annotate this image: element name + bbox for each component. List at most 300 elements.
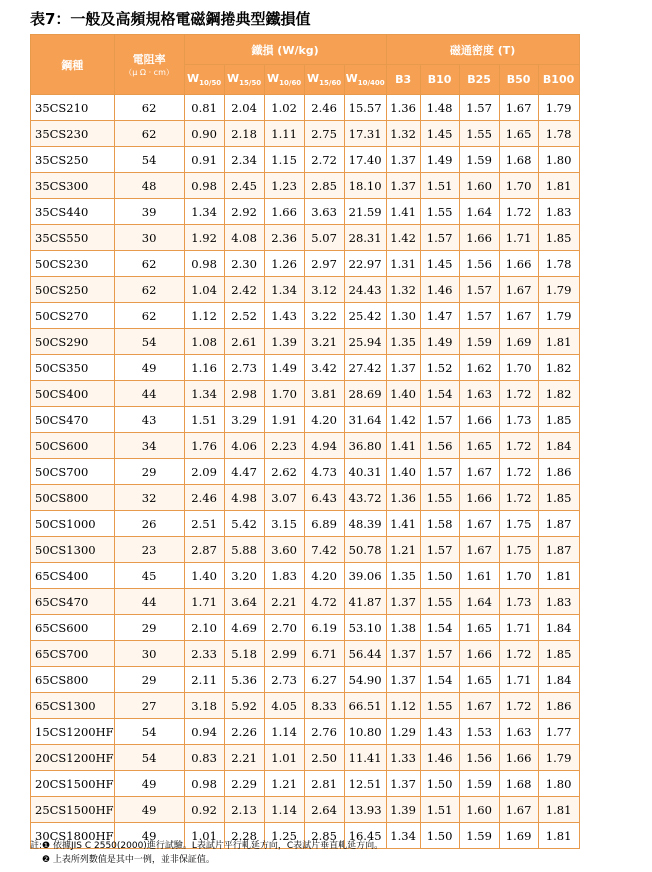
value-cell: 3.42 — [304, 355, 344, 381]
header-b-col: B3 — [386, 65, 420, 95]
value-cell: 1.72 — [499, 381, 538, 407]
value-cell: 1.45 — [420, 251, 459, 277]
value-cell: 1.57 — [459, 277, 499, 303]
value-cell: 6.27 — [304, 667, 344, 693]
value-cell: 1.82 — [538, 381, 579, 407]
value-cell: 0.98 — [184, 173, 224, 199]
header-w-base: W — [227, 71, 240, 85]
value-cell: 1.71 — [499, 667, 538, 693]
value-cell: 25.94 — [344, 329, 386, 355]
value-cell: 2.42 — [224, 277, 264, 303]
value-cell: 3.21 — [304, 329, 344, 355]
grade-cell: 35CS250 — [31, 147, 115, 173]
value-cell: 66.51 — [344, 693, 386, 719]
value-cell: 1.33 — [386, 745, 420, 771]
value-cell: 1.29 — [386, 719, 420, 745]
value-cell: 48.39 — [344, 511, 386, 537]
resistivity-cell: 54 — [114, 147, 184, 173]
value-cell: 0.94 — [184, 719, 224, 745]
resistivity-cell: 29 — [114, 459, 184, 485]
header-iron-loss: 鐵損 (W/kg) — [184, 35, 386, 65]
grade-cell: 15CS1200HF — [31, 719, 115, 745]
grade-cell: 50CS350 — [31, 355, 115, 381]
grade-cell: 30CS1800HF — [31, 823, 115, 849]
table-row — [31, 225, 580, 251]
grade-cell: 35CS300 — [31, 173, 115, 199]
header-w-sub: 15/60 — [319, 79, 342, 88]
value-cell: 1.61 — [459, 563, 499, 589]
table-row — [31, 485, 580, 511]
value-cell: 1.21 — [264, 771, 304, 797]
value-cell: 1.67 — [459, 511, 499, 537]
grade-cell: 50CS1000 — [31, 511, 115, 537]
value-cell: 1.50 — [420, 563, 459, 589]
value-cell: 1.85 — [538, 225, 579, 251]
value-cell: 1.79 — [538, 95, 579, 121]
value-cell: 1.60 — [459, 173, 499, 199]
header-b-col: B50 — [499, 65, 538, 95]
value-cell: 2.73 — [224, 355, 264, 381]
grade-cell: 50CS1300 — [31, 537, 115, 563]
value-cell: 1.39 — [386, 797, 420, 823]
header-w-col — [304, 65, 344, 95]
header-resistivity-label: 電阻率 — [132, 53, 166, 66]
value-cell: 1.70 — [264, 381, 304, 407]
value-cell: 1.79 — [538, 303, 579, 329]
value-cell: 5.36 — [224, 667, 264, 693]
header-w-base: W — [307, 71, 320, 85]
value-cell: 1.57 — [420, 641, 459, 667]
value-cell: 5.92 — [224, 693, 264, 719]
value-cell: 2.21 — [264, 589, 304, 615]
value-cell: 1.65 — [459, 615, 499, 641]
table-row — [31, 459, 580, 485]
value-cell: 4.05 — [264, 693, 304, 719]
value-cell: 1.04 — [184, 277, 224, 303]
header-b-col: B100 — [538, 65, 579, 95]
value-cell: 1.85 — [538, 485, 579, 511]
value-cell: 2.04 — [224, 95, 264, 121]
value-cell: 1.68 — [499, 771, 538, 797]
value-cell: 2.11 — [184, 667, 224, 693]
table-row — [31, 173, 580, 199]
header-w-base: W — [345, 71, 358, 85]
value-cell: 6.89 — [304, 511, 344, 537]
value-cell: 1.01 — [184, 823, 224, 849]
value-cell: 1.23 — [264, 173, 304, 199]
value-cell: 53.10 — [344, 615, 386, 641]
value-cell: 1.14 — [264, 797, 304, 823]
value-cell: 1.92 — [184, 225, 224, 251]
resistivity-cell: 29 — [114, 615, 184, 641]
value-cell: 1.46 — [420, 745, 459, 771]
value-cell: 0.91 — [184, 147, 224, 173]
value-cell: 3.22 — [304, 303, 344, 329]
value-cell: 3.81 — [304, 381, 344, 407]
value-cell: 1.72 — [499, 641, 538, 667]
value-cell: 1.72 — [499, 433, 538, 459]
value-cell: 6.43 — [304, 485, 344, 511]
value-cell: 2.46 — [184, 485, 224, 511]
footnote-2: ❷ 上表所列數值是其中一例，並非保証值。 — [42, 855, 215, 865]
grade-cell: 50CS800 — [31, 485, 115, 511]
value-cell: 1.72 — [499, 693, 538, 719]
value-cell: 1.84 — [538, 667, 579, 693]
value-cell: 1.39 — [264, 329, 304, 355]
table-row — [31, 771, 580, 797]
resistivity-cell: 43 — [114, 407, 184, 433]
resistivity-cell: 29 — [114, 667, 184, 693]
grade-cell: 20CS1200HF — [31, 745, 115, 771]
table-row — [31, 147, 580, 173]
value-cell: 2.34 — [224, 147, 264, 173]
value-cell: 1.79 — [538, 277, 579, 303]
value-cell: 1.49 — [420, 147, 459, 173]
table-row — [31, 407, 580, 433]
value-cell: 1.64 — [459, 589, 499, 615]
value-cell: 2.23 — [264, 433, 304, 459]
table-row — [31, 537, 580, 563]
value-cell: 1.42 — [386, 225, 420, 251]
grade-cell: 50CS290 — [31, 329, 115, 355]
grade-cell: 65CS1300 — [31, 693, 115, 719]
value-cell: 1.40 — [184, 563, 224, 589]
grade-cell: 50CS600 — [31, 433, 115, 459]
value-cell: 1.54 — [420, 667, 459, 693]
value-cell: 1.80 — [538, 147, 579, 173]
value-cell: 1.42 — [386, 407, 420, 433]
grade-cell: 65CS400 — [31, 563, 115, 589]
value-cell: 4.94 — [304, 433, 344, 459]
value-cell: 39.06 — [344, 563, 386, 589]
resistivity-cell: 44 — [114, 381, 184, 407]
value-cell: 1.78 — [538, 251, 579, 277]
value-cell: 2.98 — [224, 381, 264, 407]
value-cell: 1.54 — [420, 381, 459, 407]
value-cell: 1.66 — [459, 485, 499, 511]
value-cell: 4.69 — [224, 615, 264, 641]
header-w-col — [224, 65, 264, 95]
value-cell: 4.98 — [224, 485, 264, 511]
grade-cell: 50CS470 — [31, 407, 115, 433]
value-cell: 1.37 — [386, 147, 420, 173]
value-cell: 1.78 — [538, 121, 579, 147]
header-w-sub: 10/400 — [357, 79, 385, 88]
grade-cell: 65CS470 — [31, 589, 115, 615]
value-cell: 1.75 — [499, 537, 538, 563]
value-cell: 1.84 — [538, 433, 579, 459]
value-cell: 1.63 — [499, 719, 538, 745]
footnotes — [30, 839, 383, 867]
header-b-col: B25 — [459, 65, 499, 95]
value-cell: 4.08 — [224, 225, 264, 251]
value-cell: 1.73 — [499, 407, 538, 433]
value-cell: 1.67 — [459, 693, 499, 719]
value-cell: 1.21 — [386, 537, 420, 563]
value-cell: 2.45 — [224, 173, 264, 199]
value-cell: 1.25 — [264, 823, 304, 849]
value-cell: 1.30 — [386, 303, 420, 329]
value-cell: 1.59 — [459, 329, 499, 355]
iron-loss-table — [30, 34, 580, 849]
resistivity-cell: 62 — [114, 95, 184, 121]
value-cell: 1.80 — [538, 771, 579, 797]
value-cell: 1.84 — [538, 615, 579, 641]
value-cell: 3.63 — [304, 199, 344, 225]
value-cell: 1.43 — [420, 719, 459, 745]
table-row — [31, 797, 580, 823]
value-cell: 2.26 — [224, 719, 264, 745]
value-cell: 1.83 — [538, 199, 579, 225]
value-cell: 54.90 — [344, 667, 386, 693]
resistivity-cell: 54 — [114, 329, 184, 355]
header-w-sub: 15/50 — [239, 79, 262, 88]
value-cell: 1.51 — [420, 173, 459, 199]
value-cell: 1.36 — [386, 95, 420, 121]
footnote-1: 註:❶ 依據JIS C 2550(2000)進行試驗。L表試片平行軋延方向，C表試片垂直軋延方向。 — [30, 841, 384, 851]
value-cell: 1.16 — [184, 355, 224, 381]
value-cell: 1.70 — [499, 355, 538, 381]
value-cell: 1.67 — [499, 277, 538, 303]
value-cell: 1.36 — [386, 485, 420, 511]
value-cell: 1.56 — [420, 433, 459, 459]
table-body — [31, 95, 580, 849]
value-cell: 1.67 — [459, 537, 499, 563]
header-flux-density: 磁通密度 (T) — [386, 35, 579, 65]
value-cell: 28.69 — [344, 381, 386, 407]
header-w-sub: 10/50 — [199, 79, 222, 88]
resistivity-cell: 27 — [114, 693, 184, 719]
value-cell: 1.11 — [264, 121, 304, 147]
header-w-base: W — [187, 71, 200, 85]
value-cell: 1.57 — [420, 407, 459, 433]
resistivity-cell: 62 — [114, 303, 184, 329]
table-row — [31, 199, 580, 225]
header-b-col: B10 — [420, 65, 459, 95]
value-cell: 2.18 — [224, 121, 264, 147]
value-cell: 1.66 — [499, 251, 538, 277]
value-cell: 1.55 — [420, 589, 459, 615]
value-cell: 1.41 — [386, 199, 420, 225]
table-title: 表7：一般及高頻規格電磁鋼捲典型鐵損值 — [30, 10, 311, 28]
value-cell: 1.35 — [386, 329, 420, 355]
value-cell: 1.81 — [538, 797, 579, 823]
table-row — [31, 251, 580, 277]
table-row — [31, 277, 580, 303]
value-cell: 1.35 — [386, 563, 420, 589]
value-cell: 1.55 — [459, 121, 499, 147]
value-cell: 1.70 — [499, 173, 538, 199]
grade-cell: 35CS550 — [31, 225, 115, 251]
table-row — [31, 589, 580, 615]
value-cell: 1.12 — [386, 693, 420, 719]
value-cell: 4.47 — [224, 459, 264, 485]
value-cell: 1.64 — [459, 199, 499, 225]
value-cell: 2.70 — [264, 615, 304, 641]
value-cell: 1.59 — [459, 147, 499, 173]
header-grade: 鋼種 — [31, 35, 115, 95]
table-row — [31, 381, 580, 407]
value-cell: 1.83 — [538, 589, 579, 615]
value-cell: 1.65 — [499, 121, 538, 147]
resistivity-cell: 32 — [114, 485, 184, 511]
value-cell: 1.77 — [538, 719, 579, 745]
value-cell: 1.60 — [459, 797, 499, 823]
value-cell: 1.15 — [264, 147, 304, 173]
grade-cell: 65CS700 — [31, 641, 115, 667]
value-cell: 1.67 — [459, 459, 499, 485]
table-row — [31, 615, 580, 641]
value-cell: 1.67 — [499, 95, 538, 121]
resistivity-cell: 49 — [114, 797, 184, 823]
value-cell: 17.40 — [344, 147, 386, 173]
value-cell: 2.29 — [224, 771, 264, 797]
value-cell: 1.57 — [459, 95, 499, 121]
value-cell: 1.87 — [538, 537, 579, 563]
value-cell: 2.62 — [264, 459, 304, 485]
value-cell: 1.45 — [420, 121, 459, 147]
resistivity-cell: 30 — [114, 641, 184, 667]
value-cell: 3.20 — [224, 563, 264, 589]
value-cell: 0.83 — [184, 745, 224, 771]
value-cell: 36.80 — [344, 433, 386, 459]
value-cell: 1.02 — [264, 95, 304, 121]
value-cell: 1.57 — [459, 303, 499, 329]
value-cell: 1.57 — [420, 225, 459, 251]
resistivity-cell: 54 — [114, 745, 184, 771]
value-cell: 2.72 — [304, 147, 344, 173]
table-row — [31, 95, 580, 121]
value-cell: 1.69 — [499, 329, 538, 355]
value-cell: 1.68 — [499, 147, 538, 173]
value-cell: 1.70 — [499, 563, 538, 589]
value-cell: 2.36 — [264, 225, 304, 251]
table-row — [31, 641, 580, 667]
grade-cell: 50CS400 — [31, 381, 115, 407]
value-cell: 0.98 — [184, 251, 224, 277]
value-cell: 1.66 — [499, 745, 538, 771]
value-cell: 1.50 — [420, 823, 459, 849]
value-cell: 1.66 — [459, 407, 499, 433]
value-cell: 1.55 — [420, 199, 459, 225]
value-cell: 1.56 — [459, 251, 499, 277]
value-cell: 28.31 — [344, 225, 386, 251]
value-cell: 1.46 — [420, 277, 459, 303]
resistivity-cell: 26 — [114, 511, 184, 537]
grade-cell: 35CS210 — [31, 95, 115, 121]
table-row — [31, 355, 580, 381]
value-cell: 1.26 — [264, 251, 304, 277]
value-cell: 56.44 — [344, 641, 386, 667]
resistivity-cell: 45 — [114, 563, 184, 589]
table-row — [31, 745, 580, 771]
resistivity-cell: 49 — [114, 771, 184, 797]
value-cell: 1.62 — [459, 355, 499, 381]
header-w-sub: 10/60 — [279, 79, 302, 88]
value-cell: 7.42 — [304, 537, 344, 563]
value-cell: 2.75 — [304, 121, 344, 147]
value-cell: 22.97 — [344, 251, 386, 277]
value-cell: 4.20 — [304, 563, 344, 589]
value-cell: 5.88 — [224, 537, 264, 563]
value-cell: 5.18 — [224, 641, 264, 667]
value-cell: 6.19 — [304, 615, 344, 641]
value-cell: 1.12 — [184, 303, 224, 329]
value-cell: 2.46 — [304, 95, 344, 121]
resistivity-cell: 44 — [114, 589, 184, 615]
value-cell: 2.13 — [224, 797, 264, 823]
value-cell: 31.64 — [344, 407, 386, 433]
value-cell: 1.75 — [499, 511, 538, 537]
value-cell: 1.43 — [264, 303, 304, 329]
value-cell: 1.85 — [538, 407, 579, 433]
grade-cell: 65CS600 — [31, 615, 115, 641]
value-cell: 1.47 — [420, 303, 459, 329]
value-cell: 1.01 — [264, 745, 304, 771]
value-cell: 1.63 — [459, 381, 499, 407]
value-cell: 25.42 — [344, 303, 386, 329]
value-cell: 1.34 — [264, 277, 304, 303]
value-cell: 1.37 — [386, 771, 420, 797]
value-cell: 1.34 — [184, 381, 224, 407]
value-cell: 1.67 — [499, 303, 538, 329]
value-cell: 1.49 — [264, 355, 304, 381]
header-resistivity — [114, 35, 184, 95]
value-cell: 1.31 — [386, 251, 420, 277]
value-cell: 1.57 — [420, 459, 459, 485]
value-cell: 1.71 — [499, 225, 538, 251]
value-cell: 1.67 — [499, 797, 538, 823]
value-cell: 1.73 — [499, 589, 538, 615]
table-row — [31, 303, 580, 329]
value-cell: 3.15 — [264, 511, 304, 537]
value-cell: 1.71 — [184, 589, 224, 615]
value-cell: 1.86 — [538, 693, 579, 719]
value-cell: 4.20 — [304, 407, 344, 433]
value-cell: 1.56 — [459, 745, 499, 771]
value-cell: 1.65 — [459, 667, 499, 693]
grade-cell: 50CS250 — [31, 277, 115, 303]
value-cell: 11.41 — [344, 745, 386, 771]
table-row — [31, 511, 580, 537]
value-cell: 2.85 — [304, 823, 344, 849]
value-cell: 41.87 — [344, 589, 386, 615]
value-cell: 1.81 — [538, 563, 579, 589]
value-cell: 1.59 — [459, 823, 499, 849]
value-cell: 1.71 — [499, 615, 538, 641]
grade-cell: 25CS1500HF — [31, 797, 115, 823]
value-cell: 1.66 — [264, 199, 304, 225]
value-cell: 1.37 — [386, 173, 420, 199]
value-cell: 1.81 — [538, 173, 579, 199]
value-cell: 1.59 — [459, 771, 499, 797]
value-cell: 1.85 — [538, 641, 579, 667]
resistivity-cell: 34 — [114, 433, 184, 459]
value-cell: 2.97 — [304, 251, 344, 277]
value-cell: 1.54 — [420, 615, 459, 641]
grade-cell: 50CS230 — [31, 251, 115, 277]
value-cell: 1.34 — [386, 823, 420, 849]
value-cell: 1.08 — [184, 329, 224, 355]
value-cell: 1.86 — [538, 459, 579, 485]
value-cell: 1.58 — [420, 511, 459, 537]
value-cell: 2.64 — [304, 797, 344, 823]
value-cell: 2.28 — [224, 823, 264, 849]
value-cell: 1.14 — [264, 719, 304, 745]
value-cell: 1.40 — [386, 381, 420, 407]
value-cell: 6.71 — [304, 641, 344, 667]
value-cell: 1.72 — [499, 459, 538, 485]
